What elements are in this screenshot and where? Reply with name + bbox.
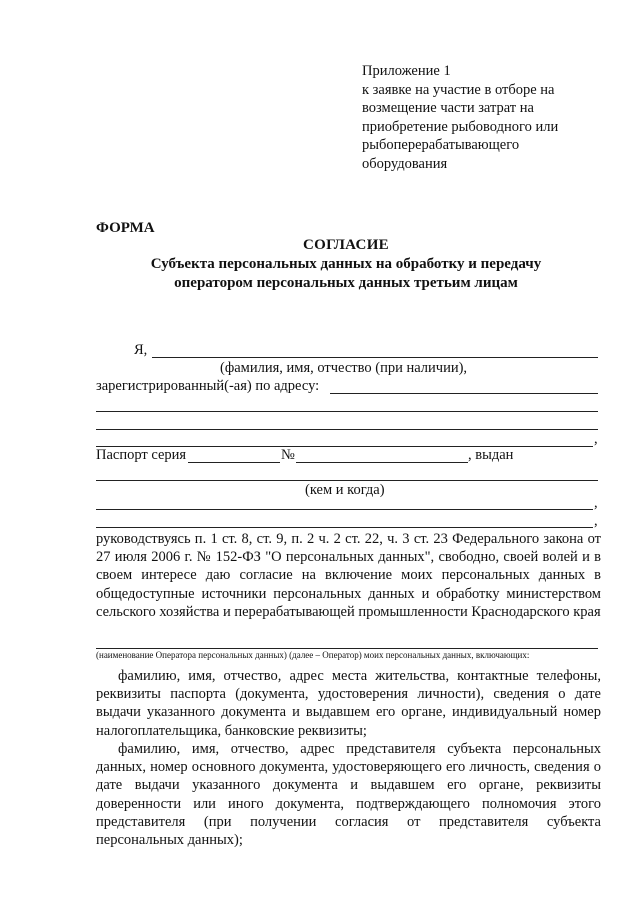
passport-series-field[interactable] [188,462,280,463]
comma: , [594,495,598,511]
address-field[interactable] [330,393,598,394]
issued-label: , выдан [468,447,514,463]
fio-hint: (фамилия, имя, отчество (при наличии), [220,360,468,376]
representative-paragraph: фамилию, имя, отчество, адрес представителя субъекта персональных данных, номер основного документа, удостоверяющего его личность, сведения о дате выдачи указанного документа и выдавшем его органе, реквизиты доверенности или иного документа, подтверждающего полномочия этого представителя (при получении согласия от представителя субъекта персональных данных); [96,741,601,849]
number-sign: № [281,447,295,463]
title-line: оператором персональных данных третьим лицам [174,275,518,291]
registered-label: зарегистрированный(-ая) по адресу: [96,378,320,394]
passport-number-field[interactable] [296,462,468,463]
operator-field[interactable] [96,648,598,649]
appendix-line: возмещение части затрат на [362,100,534,116]
appendix-line: рыбоперерабатывающего [362,137,520,153]
ya-label: Я, [134,342,148,358]
title-main: СОГЛАСИЕ [303,237,389,253]
issued-hint: (кем и когда) [305,482,385,498]
document-title [96,236,596,293]
issued-field[interactable] [96,480,598,481]
address-field-2[interactable] [96,411,598,412]
consent-paragraph: руководствуясь п. 1 ст. 8, ст. 9, п. 2 ч. 2 ст. 22, ч. 3 ст. 23 Федерального закона от 27 июля 2006 г. № 152-ФЗ "О персональных данных", свободно, своей волей и в своем интересе даю согласие на включение моих персональных данных в общедоступные источники персональных данных и обработку министерством сельского хозяйства и перерабатывающей промышленности Краснодарского края [96,531,601,620]
appendix-line: приобретение рыбоводного или [362,118,559,135]
appendix-line: Приложение 1 [362,63,451,79]
appendix-line: к заявке на участие в отборе на [362,81,555,98]
form-label: ФОРМА [96,220,155,236]
data-list-paragraph: фамилию, имя, отчество, адрес места жительства, контактные телефоны, реквизиты паспорта (документа, удостоверения личности), сведения о дате выдачи указанного документа и выдавшем его органе, индивидуальный номер налогоплательщика, банковские реквизиты; [96,668,601,739]
appendix-line: оборудования [362,155,448,172]
issued-field-2[interactable] [96,509,593,510]
comma: , [594,431,598,447]
fio-field[interactable] [152,357,598,358]
comma: , [594,513,598,529]
title-line: Субъекта персональных данных на обработку и передачу [150,256,542,272]
passport-series-label: Паспорт серия [96,447,187,463]
appendix-note [362,62,602,173]
operator-note: (наименование Оператора персональных данных) (далее – Оператор) моих персональных данных, включающих: [96,650,530,660]
address-field-3[interactable] [96,429,598,430]
issued-field-3[interactable] [96,527,593,528]
